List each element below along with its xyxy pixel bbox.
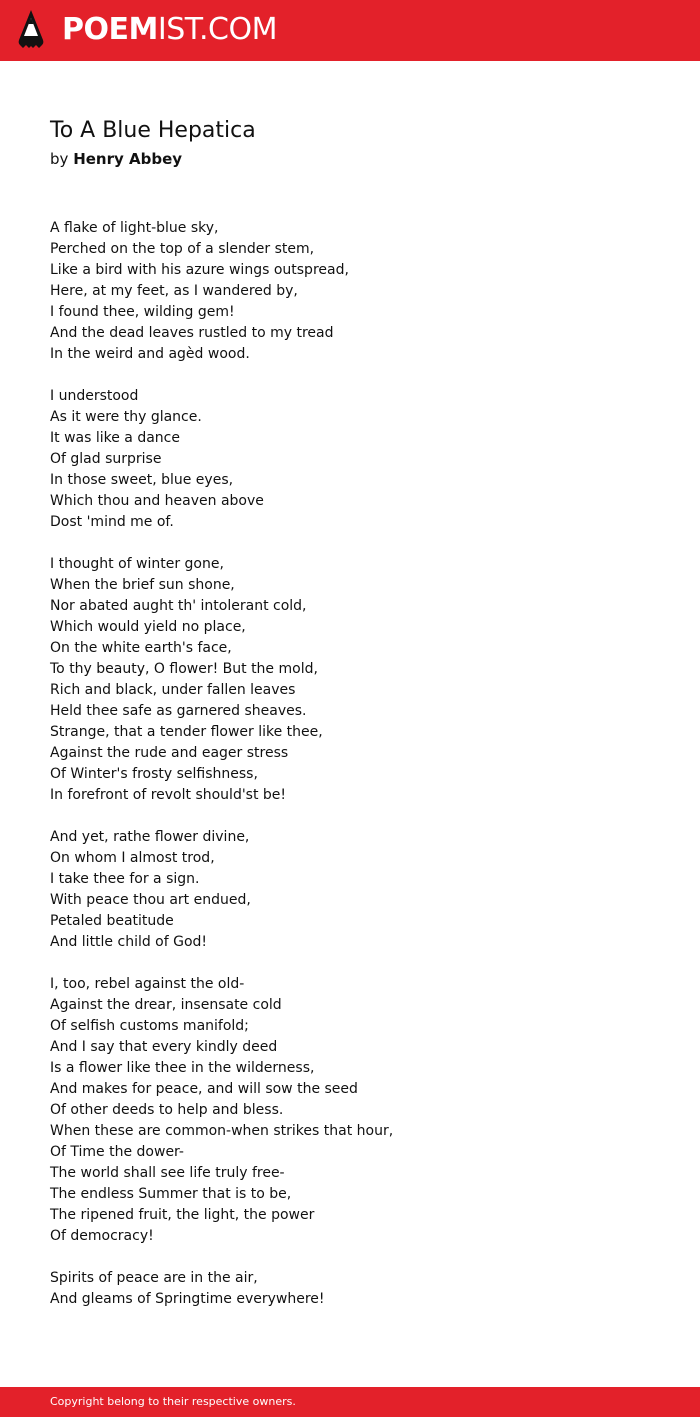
site-footer [0,1387,700,1417]
poem-line: Is a flower like thee in the wilderness, [50,1060,315,1076]
poem-line: Held thee safe as garnered sheaves. [50,703,307,719]
brand-light: IST.COM [157,12,277,47]
poem-line: And I say that every kindly deed [50,1039,278,1055]
poem-body [50,218,670,1331]
poem-line: I found thee, wilding gem! [50,304,235,320]
poem-line: And yet, rathe flower divine, [50,829,250,845]
poem-line: When these are common-when strikes that hour, [50,1123,394,1139]
poem-line: I understood [50,388,139,404]
pencil-tip-icon[interactable] [17,10,45,52]
poem-line: I thought of winter gone, [50,556,224,572]
poem-line: Spirits of peace are in the air, [50,1270,258,1286]
poem-stanza [50,1268,670,1310]
poem-line: Here, at my feet, as I wandered by, [50,283,298,299]
poem-line: Dost 'mind me of. [50,514,174,530]
poem-line: Against the drear, insensate cold [50,997,282,1013]
poem-line: On whom I almost trod, [50,850,215,866]
poem-line: It was like a dance [50,430,180,446]
byline [50,148,182,170]
by-label: by [50,150,69,168]
poem-line: And the dead leaves rustled to my tread [50,325,334,341]
poem-line: Which would yield no place, [50,619,246,635]
brand-bold: POEM [62,12,158,47]
poem-line: Perched on the top of a slender stem, [50,241,315,257]
poem-line: In the weird and agèd wood. [50,346,250,362]
poem-line: The endless Summer that is to be, [50,1186,292,1202]
poem-stanza [50,827,670,953]
poem-line: Of Time the dower- [50,1144,184,1160]
poem-line: A flake of light-blue sky, [50,220,219,236]
poem-line: I take thee for a sign. [50,871,200,887]
poem-line: Nor abated aught th' intolerant cold, [50,598,307,614]
poem-stanza [50,386,670,533]
poem-line: Like a bird with his azure wings outspread, [50,262,349,278]
poem-line: Against the rude and eager stress [50,745,289,761]
poem-line: With peace thou art endued, [50,892,251,908]
site-logo[interactable] [62,12,277,48]
author-name: Henry Abbey [73,150,183,168]
poem-stanza [50,218,670,365]
poem-line: Rich and black, under fallen leaves [50,682,296,698]
copyright-notice: Copyright belong to their respective owners. [50,1395,296,1408]
poem-line: I, too, rebel against the old- [50,976,245,992]
poem-line: In those sweet, blue eyes, [50,472,234,488]
poem-line: In forefront of revolt should'st be! [50,787,287,803]
poem-line: When the brief sun shone, [50,577,235,593]
poem-line: Of Winter's frosty selfishness, [50,766,258,782]
poem-line: Strange, that a tender flower like thee, [50,724,323,740]
poem-line: Of other deeds to help and bless. [50,1102,284,1118]
poem-line: On the white earth's face, [50,640,232,656]
poem-line: To thy beauty, O flower! But the mold, [50,661,318,677]
poem-line: And gleams of Springtime everywhere! [50,1291,325,1307]
poem-line: Of glad surprise [50,451,162,467]
poem-line: The world shall see life truly free- [50,1165,285,1181]
site-header [0,0,700,61]
poem-line: The ripened fruit, the light, the power [50,1207,315,1223]
poem-stanza [50,554,670,806]
poem-line: As it were thy glance. [50,409,202,425]
poem-line: And little child of God! [50,934,208,950]
poem-line: Of democracy! [50,1228,154,1244]
poem-title: To A Blue Hepatica [50,118,256,143]
poem-stanza [50,974,670,1247]
poem-line: Of selfish customs manifold; [50,1018,249,1034]
poem-line: Which thou and heaven above [50,493,264,509]
poem-line: Petaled beatitude [50,913,174,929]
poem-line: And makes for peace, and will sow the seed [50,1081,358,1097]
